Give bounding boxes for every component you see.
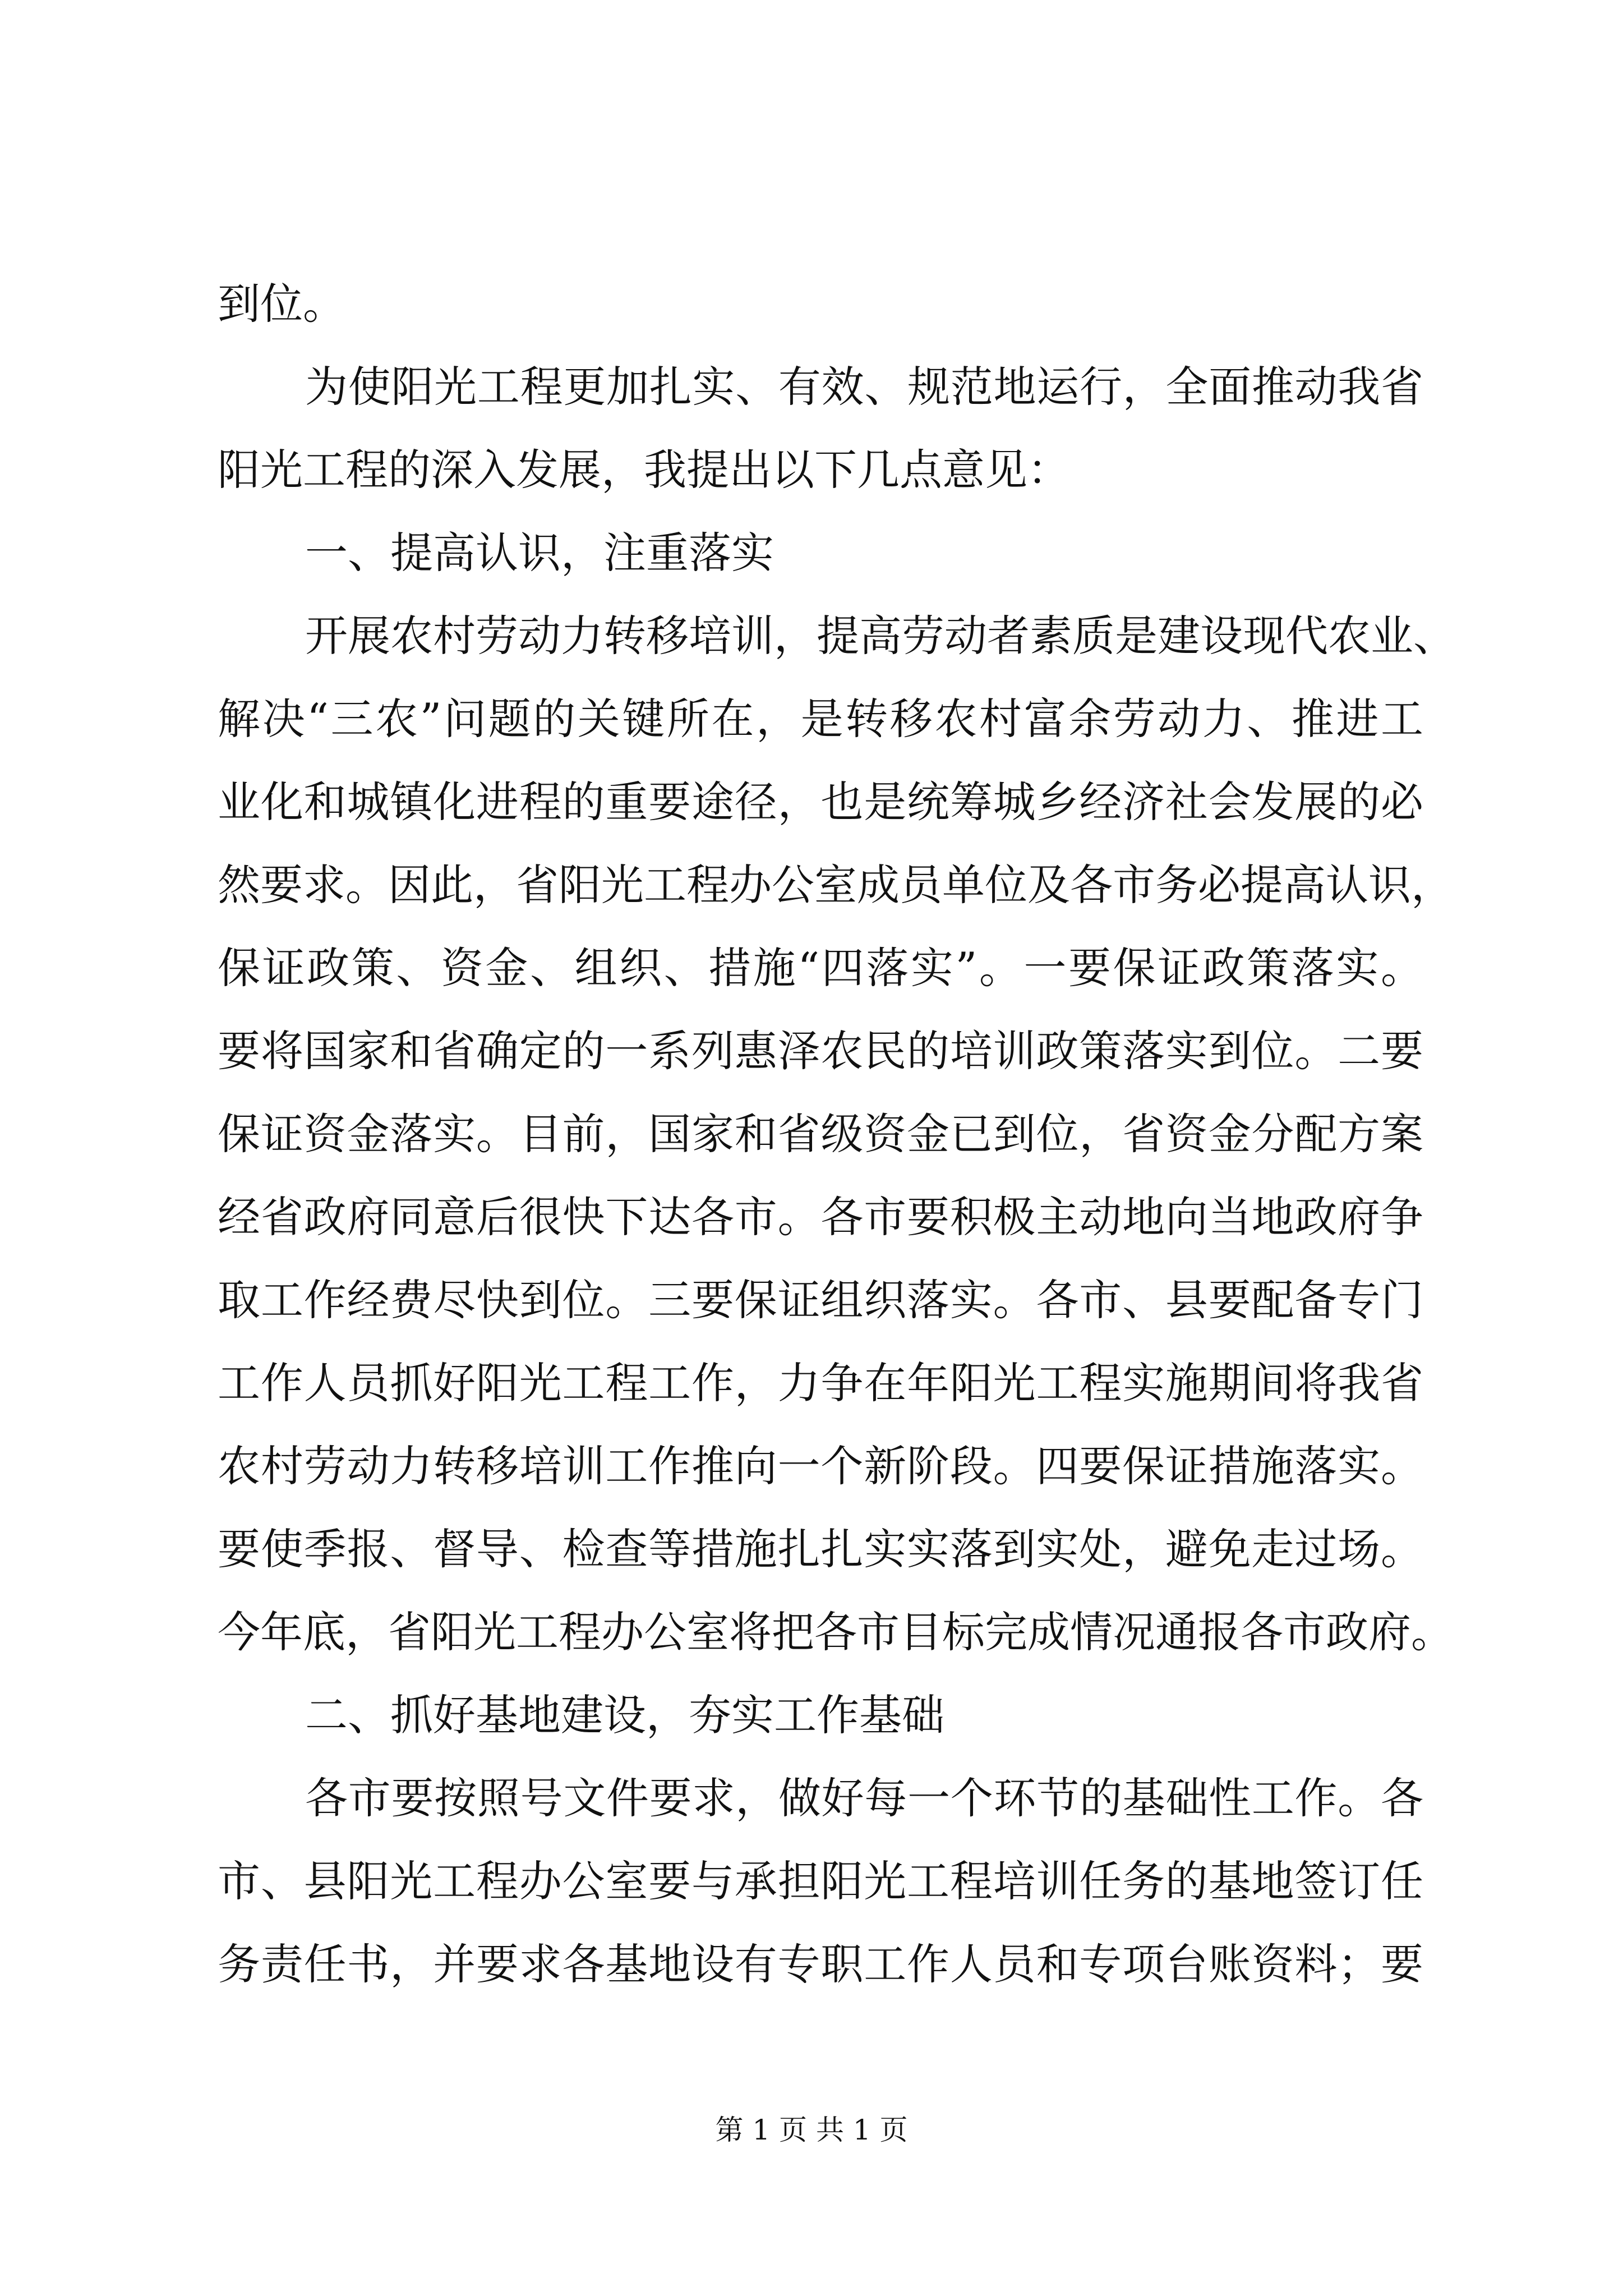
text-line: 务责任书，并要求各基地设有专职工作人员和专项台账资料；要: [218, 1939, 1423, 1989]
text-line: 要使季报、督导、检查等措施扎扎实实落到实处，避免走过场。: [218, 1524, 1423, 1574]
text-line: 然要求。因此，省阳光工程办公室成员单位及各市务必提高认识，: [218, 860, 1454, 910]
text-line: 今年底，省阳光工程办公室将把各市目标完成情况通报各市政府。: [218, 1607, 1454, 1657]
section-heading: 二、抓好基地建设，夯实工作基础: [305, 1690, 944, 1740]
page-footer: 第 1 页 共 1 页: [715, 2114, 908, 2146]
text-line: 业化和城镇化进程的重要途径，也是统筹城乡经济社会发展的必: [218, 777, 1423, 827]
text-line: 要将国家和省确定的一系列惠泽农民的培训政策落实到位。二要: [218, 1026, 1423, 1076]
text-line: 取工作经费尽快到位。三要保证组织落实。各市、县要配备专门: [218, 1275, 1423, 1325]
text-line: 保证资金落实。目前，国家和省级资金已到位，省资金分配方案: [218, 1109, 1423, 1159]
paragraph-line: 各市要按照号文件要求，做好每一个环节的基础性工作。各: [305, 1773, 1423, 1823]
section-heading: 一、提高认识，注重落实: [305, 528, 774, 578]
text-line: 保证政策、资金、组织、措施“四落实”。一要保证政策落实。: [218, 943, 1423, 993]
text-line: 解决“三农”问题的关键所在，是转移农村富余劳动力、推进工: [218, 694, 1423, 744]
text-line: 农村劳动力转移培训工作推向一个新阶段。四要保证措施落实。: [218, 1441, 1423, 1491]
text-line: 到位。: [218, 279, 345, 329]
paragraph-line: 为使阳光工程更加扎实、有效、规范地运行，全面推动我省: [305, 362, 1423, 412]
paragraph-line: 开展农村劳动力转移培训，提高劳动者素质是建设现代农业、: [305, 611, 1456, 661]
text-line: 工作人员抓好阳光工程工作，力争在年阳光工程实施期间将我省: [218, 1358, 1423, 1408]
document-body: [218, 263, 1456, 2006]
text-line: 阳光工程的深入发展，我提出以下几点意见：: [218, 445, 1070, 495]
text-line: 经省政府同意后很快下达各市。各市要积极主动地向当地政府争: [218, 1192, 1423, 1242]
text-line: 市、县阳光工程办公室要与承担阳光工程培训任务的基地签订任: [218, 1856, 1423, 1906]
